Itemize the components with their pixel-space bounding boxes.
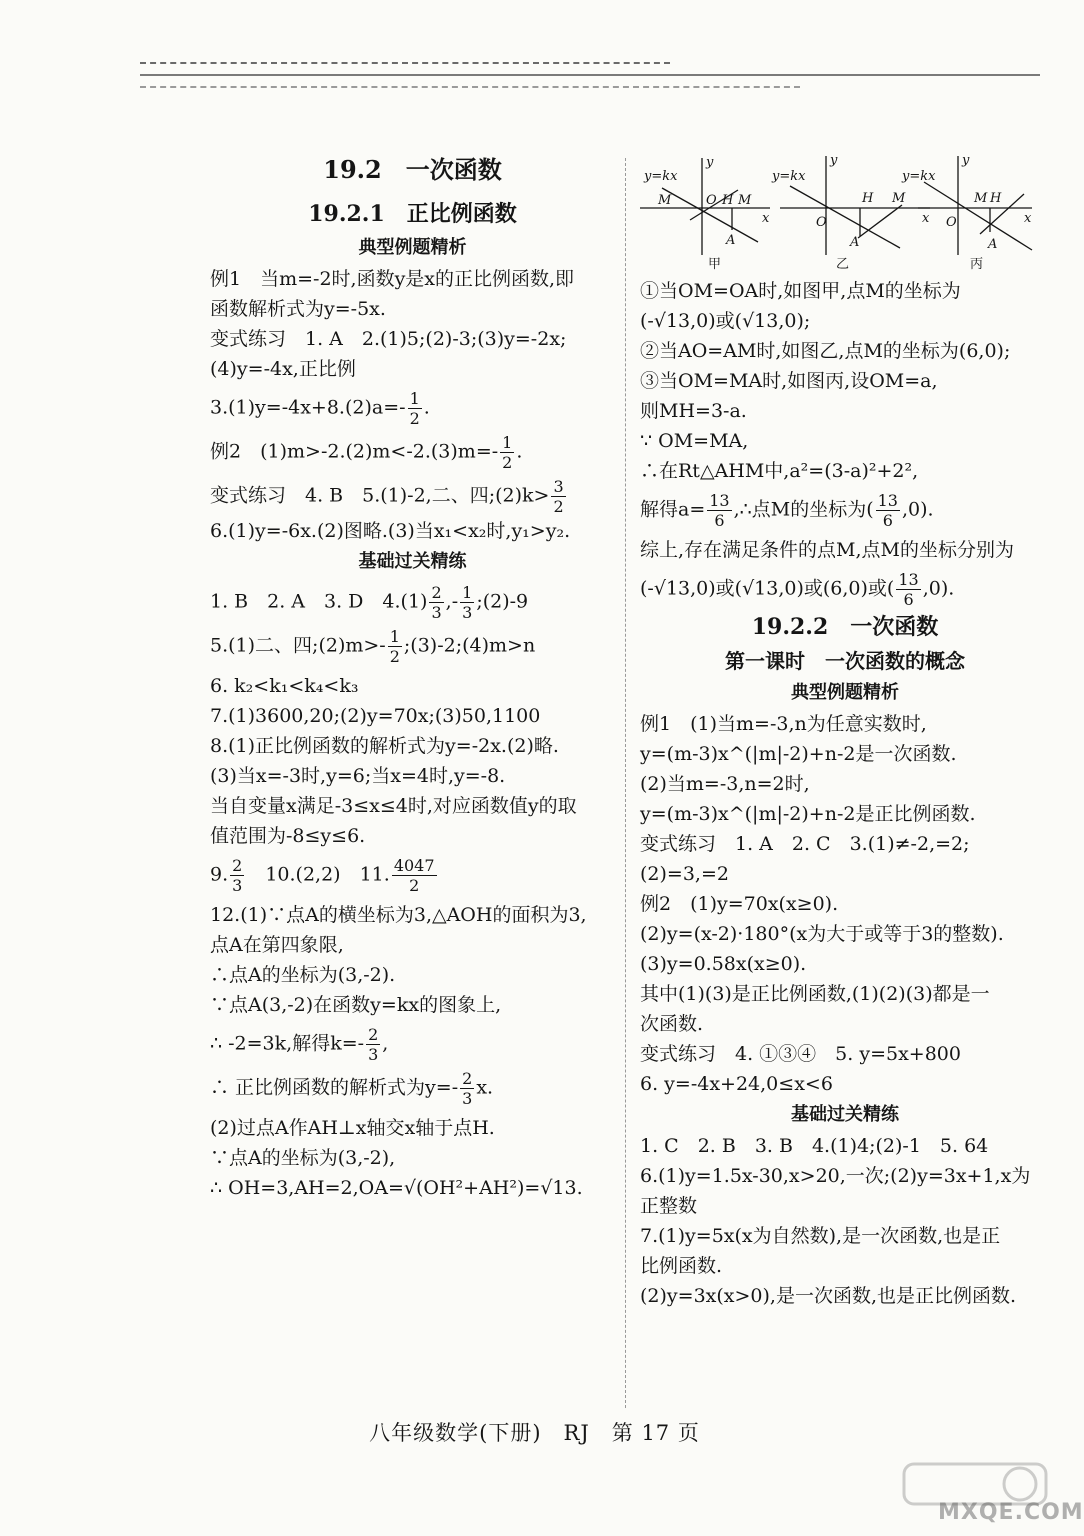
figure-label-m: M [658, 193, 672, 208]
text-line: (2)=3,=2 [640, 863, 729, 885]
text-line: y=(m-3)x^(|m|-2)+n-2是一次函数. [640, 743, 957, 765]
figure-label-y: y [706, 155, 714, 170]
page-footer: 八年级数学(下册) RJ 第 17 页 [369, 1421, 700, 1445]
text-line: (2)过点A作AH⊥x轴交x轴于点H. [210, 1117, 495, 1139]
text-line: ∴点A的坐标为(3,-2). [210, 964, 396, 986]
heading-typical-examples: 典型例题精析 [791, 682, 899, 703]
figure-label-m2: M [738, 193, 752, 208]
fraction: $\frac{13}{6}$ [709, 491, 730, 530]
figure-label-h: H [862, 191, 874, 206]
text-line: 6. y=-4x+24,0≤x<6 [640, 1073, 833, 1095]
text-line: 综上,存在满足条件的点M,点M的坐标分别为 [640, 539, 1014, 561]
text-line: 则MH=3-a. [640, 400, 747, 422]
text-line: 例2 (1)m>-2.(2)m<-2.(3)m=- $\frac{1}{2}$ . [210, 433, 523, 472]
fraction: $\frac{2}{3}$ [462, 1069, 473, 1108]
heading-basic-practice: 基础过关精练 [791, 1104, 899, 1125]
fraction: $\frac{1}{2}$ [389, 627, 400, 666]
text-line: ∵点A(3,-2)在函数y=kx的图象上, [210, 994, 502, 1016]
text-line: ②当AO=AM时,如图乙,点M的坐标为(6,0); [640, 340, 1011, 362]
text-line: 例1 当m=-2时,函数y是x的正比例函数,即 [210, 268, 575, 290]
text-line: y=(m-3)x^(|m|-2)+n-2是正比例函数. [640, 803, 976, 825]
left-column [210, 150, 615, 1203]
figure-caption-yi: 乙 [836, 257, 850, 272]
subsection-title: 19.2.1 正比例函数 [308, 201, 517, 227]
text-line: 值范围为-8≤y≤6. [210, 825, 366, 847]
text-line: ∵ OM=MA, [640, 430, 749, 452]
figure-label-a: A [988, 237, 998, 252]
text-line: 7.(1)3600,20;(2)y=70x;(3)50,1100 [210, 705, 541, 727]
fraction: $\frac{13}{6}$ [877, 491, 898, 530]
fraction: $\frac{3}{2}$ [553, 477, 564, 516]
section-title: 19.2 一次函数 [323, 155, 502, 184]
text-line: 6. k₂<k₁<k₄<k₃ [210, 675, 359, 697]
text-line: 正整数 [640, 1195, 698, 1217]
heading-basic-practice: 基础过关精练 [358, 551, 467, 572]
figure-caption-jia: 甲 [708, 257, 722, 272]
fraction: $\frac{1}{3}$ [462, 583, 473, 622]
text-line: 6.(1)y=-6x.(2)图略.(3)当x₁<x₂时,y₁>y₂. [210, 520, 571, 542]
text-line: 6.(1)y=1.5x-30,x>20,一次;(2)y=3x+1,x为 [640, 1165, 1031, 1187]
text-line: (2)当m=-3,n=2时, [640, 773, 810, 795]
text-line: 12.(1)∵点A的横坐标为3,△AOH的面积为3, [210, 904, 587, 926]
text-line: 9. $\frac{2}{3}$ 10.(2,2) 11. $\frac{4047}{2}$ [210, 856, 435, 895]
subsection-title: 19.2.2 一次函数 [751, 614, 939, 640]
figure-label-m: M [892, 191, 906, 206]
text-line: 点A在第四象限, [210, 934, 344, 956]
text-line: (3)当x=-3时,y=6;当x=4时,y=-8. [210, 765, 506, 787]
fraction: $\frac{2}{3}$ [431, 583, 442, 622]
figure-label-a: A [850, 235, 860, 250]
text-line: (3)y=0.58x(x≥0). [640, 953, 807, 975]
three-case-figure [640, 150, 1050, 272]
lesson-title: 第一课时 一次函数的概念 [725, 649, 965, 673]
text-line: 7.(1)y=5x(x为自然数),是一次函数,也是正 [640, 1225, 1001, 1247]
text-line: 例1 (1)当m=-3,n为任意实数时, [640, 713, 927, 735]
text-line: 8.(1)正比例函数的解析式为y=-2x.(2)略. [210, 735, 559, 757]
text-line: 函数解析式为y=-5x. [210, 298, 386, 320]
text-line: ③当OM=MA时,如图丙,设OM=a, [640, 370, 938, 392]
fraction: $\frac{13}{6}$ [898, 570, 919, 609]
text-line: 变式练习 1. A 2. C 3.(1)≠-2,=2; [640, 833, 970, 855]
fraction: $\frac{1}{2}$ [409, 389, 420, 428]
text-line: (-√13,0)或(√13,0); [640, 310, 811, 332]
text-line: ①当OM=OA时,如图甲,点M的坐标为 [640, 280, 961, 302]
figure-label-y: y [962, 153, 970, 168]
heading-typical-examples: 典型例题精析 [358, 237, 467, 258]
figure-label-m: M [974, 191, 988, 206]
text-line: 变式练习 4. ①③④ 5. y=5x+800 [640, 1043, 961, 1065]
text-line: 解得a= $\frac{13}{6}$ ,∴点M的坐标为( $\frac{13}{6}$ ,0). [640, 491, 934, 530]
text-line: 比例函数. [640, 1255, 723, 1277]
figure-caption-bing: 丙 [970, 257, 984, 272]
text-line: ∴ 正比例函数的解析式为y=- $\frac{2}{3}$ x. [210, 1069, 494, 1108]
text-line: ∵点A的坐标为(3,-2), [210, 1147, 396, 1169]
fraction: $\frac{2}{3}$ [368, 1025, 379, 1064]
text-line: (4)y=-4x,正比例 [210, 358, 356, 380]
right-column [640, 150, 1050, 1311]
text-line: (2)y=3x(x>0),是一次函数,也是正比例函数. [640, 1285, 1017, 1307]
figure-label-o: O [706, 193, 717, 208]
figure-label-o: O [946, 215, 957, 230]
text-line: ∴ -2=3k,解得k=- $\frac{2}{3}$ , [210, 1025, 389, 1064]
figure-label-x: x [1024, 211, 1032, 226]
text-line: 1. C 2. B 3. B 4.(1)4;(2)-1 5. 64 [640, 1135, 989, 1157]
text-line: ∴在Rt△AHM中,a²=(3-a)²+2², [640, 460, 919, 482]
fraction: $\frac{4047}{2}$ [393, 856, 435, 895]
column-divider [625, 158, 626, 1408]
text-line: 当自变量x满足-3≤x≤4时,对应函数值y的取 [210, 795, 577, 817]
figure-label-x: x [762, 211, 770, 226]
figure-label-h: H [722, 193, 734, 208]
text-line: 其中(1)(3)是正比例函数,(1)(2)(3)都是一 [640, 983, 990, 1005]
text-line: (-√13,0)或(√13,0)或(6,0)或( $\frac{13}{6}$ ,0). [640, 570, 955, 609]
figure-label-line: y=kx [772, 169, 806, 184]
watermark-text: MXQE.COM [938, 1500, 1084, 1525]
text-line: 3.(1)y=-4x+8.(2)a=- $\frac{1}{2}$ . [210, 389, 430, 428]
text-line: 次函数. [640, 1013, 704, 1035]
text-line: 变式练习 1. A 2.(1)5;(2)-3;(3)y=-2x; [210, 328, 567, 350]
figure-label-h: H [990, 191, 1002, 206]
text-line: 变式练习 4. B 5.(1)-2,二、四;(2)k> $\frac{3}{2}$ [210, 477, 564, 516]
figure-label-o: O [816, 215, 827, 230]
figure-label-line: y=kx [902, 169, 936, 184]
figure-label-y: y [830, 153, 838, 168]
fraction: $\frac{2}{3}$ [232, 856, 243, 895]
figure-label-x: x [922, 211, 930, 226]
header-rule [140, 58, 1040, 96]
figure-label-a: A [726, 233, 736, 248]
text-line: ∴ OH=3,AH=2,OA=√(OH²+AH²)=√13. [210, 1177, 583, 1199]
text-line: 1. B 2. A 3. D 4.(1) $\frac{2}{3}$ ,- $\frac{1}{3}$ ;(2)-9 [210, 583, 529, 622]
text-line: 5.(1)二、四;(2)m>- $\frac{1}{2}$ ;(3)-2;(4)m>n [210, 627, 536, 666]
figure-label-line: y=kx [644, 169, 678, 184]
fraction: $\frac{1}{2}$ [502, 433, 513, 472]
text-line: (2)y=(x-2)·180°(x为大于或等于3的整数). [640, 923, 1004, 945]
text-line: 例2 (1)y=70x(x≥0). [640, 893, 839, 915]
figure-svg [640, 150, 1050, 272]
